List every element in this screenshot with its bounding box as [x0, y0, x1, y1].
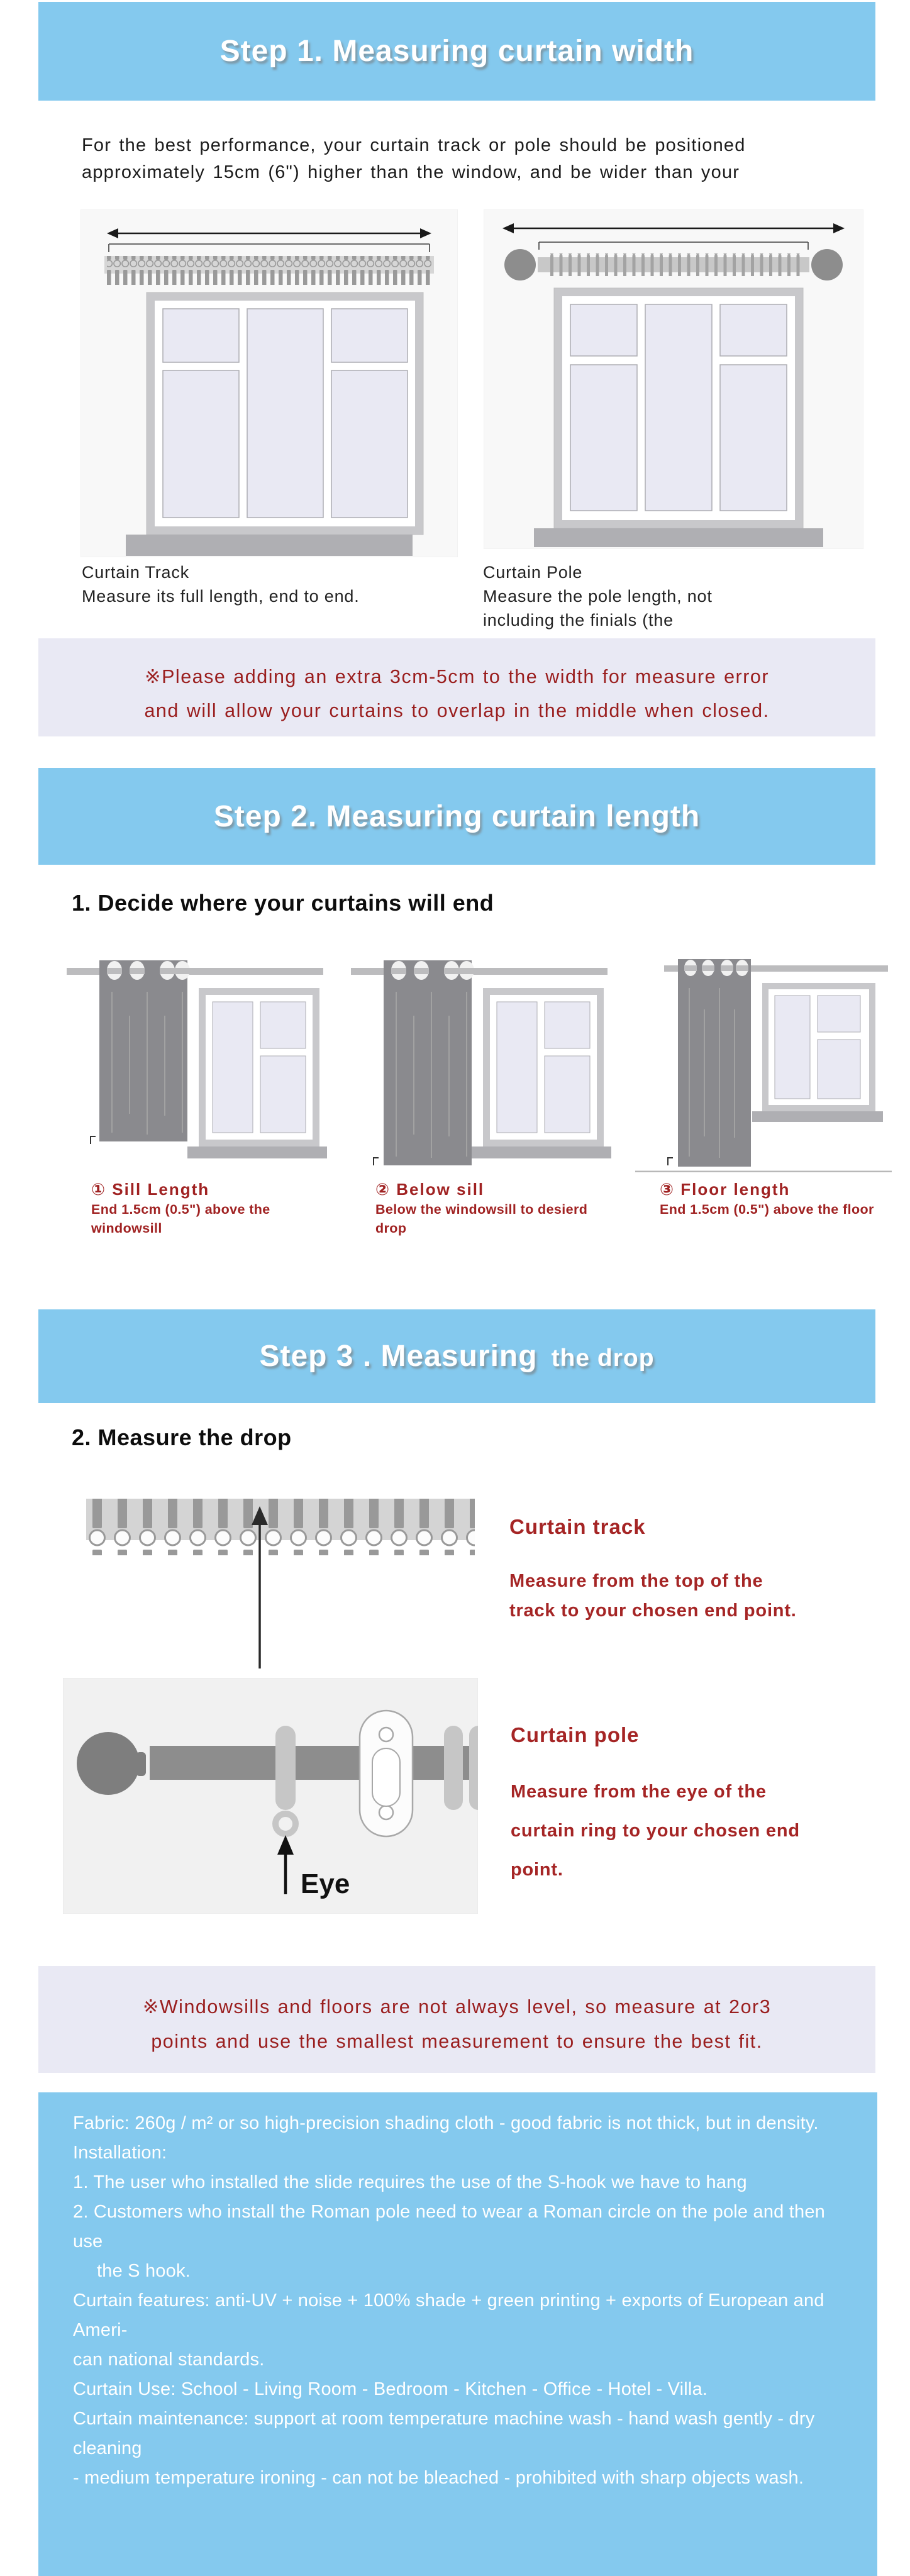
- track-caption-body: Measure its full length, end to end.: [82, 587, 360, 606]
- width-note-band: [38, 638, 875, 736]
- wall-bracket: [360, 1711, 413, 1836]
- step2-header-band: [38, 768, 875, 865]
- end-mark: [668, 1158, 673, 1165]
- finial-left: [504, 249, 536, 280]
- sill-length-diagram: [63, 955, 330, 1172]
- info-line-install-1: 1. The user who installed the slide requires the use of the S-hook we have to hang: [73, 2172, 747, 2192]
- floor-length-cell: [631, 955, 898, 1238]
- pole-caption: [483, 560, 713, 632]
- panel-background: [63, 1678, 478, 1914]
- info-line-install-2b: the S hook.: [97, 2261, 191, 2281]
- pole-caption-title: Curtain Pole: [483, 563, 583, 582]
- step2-title: Step 2. Measuring curtain length: [213, 799, 701, 833]
- curtain-pole: [504, 249, 843, 280]
- curtain-pole-window-diagram: [484, 209, 863, 549]
- window: [483, 988, 604, 1146]
- end-mark: [374, 1158, 379, 1165]
- pole-measure-row: [63, 1678, 910, 1914]
- intro-line-2: approximately 15cm (6") higher than the window, and be wider than your: [82, 162, 740, 182]
- pole-text-block: [511, 1678, 800, 1889]
- width-note-line2: and will allow your curtains to overlap in the middle when closed.: [144, 700, 770, 721]
- pole-caption-line2: including the finials (the: [483, 611, 674, 630]
- info-line-use: Curtain Use: School - Living Room - Bedroom - Kitchen - Office - Hotel - Villa.: [73, 2379, 708, 2399]
- curtain: [678, 959, 751, 1167]
- step2-subtitle: 1. Decide where your curtains will end: [72, 890, 494, 916]
- below-sill-cell: [347, 955, 614, 1238]
- step3-header-band: [38, 1309, 875, 1403]
- info-line-maintenance: Curtain maintenance: support at room temperature machine wash - hand wash gently - dry cleaning: [73, 2409, 815, 2458]
- window: [554, 288, 803, 528]
- curtain-track-closeup-diagram: [60, 1490, 475, 1672]
- level-note-line2: points and use the smallest measurement to ensure the best fit.: [151, 2031, 763, 2052]
- sill-length-desc: End 1.5cm (0.5") above the windowsill: [91, 1202, 270, 1236]
- curtain-pole: [150, 1746, 478, 1780]
- step1-header-band: [38, 2, 875, 101]
- track-caption-title: Curtain Track: [82, 563, 189, 582]
- floor-length-label: ③ Floor length: [660, 1180, 791, 1199]
- finial: [77, 1732, 140, 1795]
- pole-body-line1: Measure from the eye of the: [511, 1782, 767, 1802]
- windowsill: [752, 1111, 883, 1122]
- step3-subtitle: 2. Measure the drop: [72, 1424, 292, 1450]
- track-body-line2: track to your chosen end point.: [509, 1601, 797, 1621]
- window: [762, 983, 875, 1111]
- step1-title: Step 1. Measuring curtain width: [219, 35, 694, 68]
- info-line-fabric: Fabric: 260g / m² or so high-precision shading cloth - good fabric is not thick, but in density.: [73, 2113, 819, 2133]
- eye-label: Eye: [301, 1868, 350, 1899]
- below-sill-desc: Below the windowsill to desierd drop: [375, 1202, 588, 1236]
- floor-length-desc: End 1.5cm (0.5") above the floor: [660, 1202, 874, 1217]
- pole-text-title: Curtain pole: [511, 1723, 640, 1746]
- track-caption: [82, 560, 483, 632]
- product-info-block: [38, 2092, 877, 2576]
- pole-body-line2: curtain ring to your chosen end: [511, 1821, 800, 1841]
- finial-neck: [136, 1752, 146, 1776]
- pole-text-body: [511, 1772, 800, 1889]
- track-measure-row: [60, 1490, 910, 1672]
- windowsill: [126, 535, 413, 556]
- level-note-line1: ※Windowsills and floors are not always level, so measure at 2or3: [142, 1996, 772, 2018]
- intro-line-1: For the best performance, your curtain track or pole should be positioned: [82, 135, 746, 155]
- curtain: [384, 960, 474, 1165]
- below-sill-label: ② Below sill: [375, 1180, 485, 1199]
- step1-diagrams-row: [80, 209, 910, 557]
- info-line-features-2: can national standards.: [73, 2350, 265, 2370]
- curtain-ring: [444, 1726, 463, 1810]
- length-options-row: [63, 955, 910, 1238]
- windowsill: [472, 1146, 611, 1158]
- step3-title-main: Step 3 . Measuring: [259, 1340, 538, 1373]
- floor-length-diagram: [631, 955, 898, 1172]
- sill-length-label: ① Sill Length: [91, 1180, 210, 1199]
- info-line-install-2: 2. Customers who install the Roman pole need to wear a Roman circle on the pole and then use: [73, 2202, 825, 2251]
- intro-paragraph: [82, 132, 910, 186]
- pole-caption-line1: Measure the pole length, not: [483, 587, 713, 606]
- step3-title-sub: the drop: [551, 1345, 655, 1372]
- info-line-maintenance-2: - medium temperature ironing - can not be bleached - prohibited with sharp objects wash.: [73, 2468, 804, 2488]
- window: [147, 292, 423, 535]
- below-sill-diagram: [347, 955, 614, 1172]
- step3-title: [259, 1339, 654, 1374]
- pole-body-line3: point.: [511, 1860, 563, 1880]
- curtain: [99, 960, 190, 1141]
- level-note-band: [38, 1966, 875, 2073]
- info-line-features: Curtain features: anti-UV + noise + 100% shade + green printing + exports of European and Ameri-: [73, 2290, 824, 2340]
- curtain-track-window-diagram: [80, 209, 458, 557]
- step1-captions: [82, 560, 910, 632]
- windowsill: [534, 528, 823, 547]
- window: [199, 988, 319, 1146]
- track-gliders: [107, 256, 431, 285]
- end-mark: [91, 1136, 96, 1144]
- track-text-block: [509, 1490, 797, 1626]
- finial-right: [811, 249, 843, 280]
- track-text-title: Curtain track: [509, 1515, 646, 1538]
- curtain-pole-closeup-diagram: [63, 1678, 478, 1914]
- track-gliders: [89, 1499, 475, 1555]
- curtain-ring: [469, 1726, 478, 1810]
- width-note-line1: ※Please adding an extra 3cm-5cm to the width for measure error: [145, 666, 769, 687]
- sill-length-cell: [63, 955, 330, 1238]
- info-line-installation: Installation:: [73, 2143, 167, 2163]
- track-body-line1: Measure from the top of the: [509, 1571, 763, 1591]
- windowsill: [187, 1146, 327, 1158]
- track-text-body: [509, 1567, 797, 1626]
- curtain-ring: [275, 1726, 296, 1810]
